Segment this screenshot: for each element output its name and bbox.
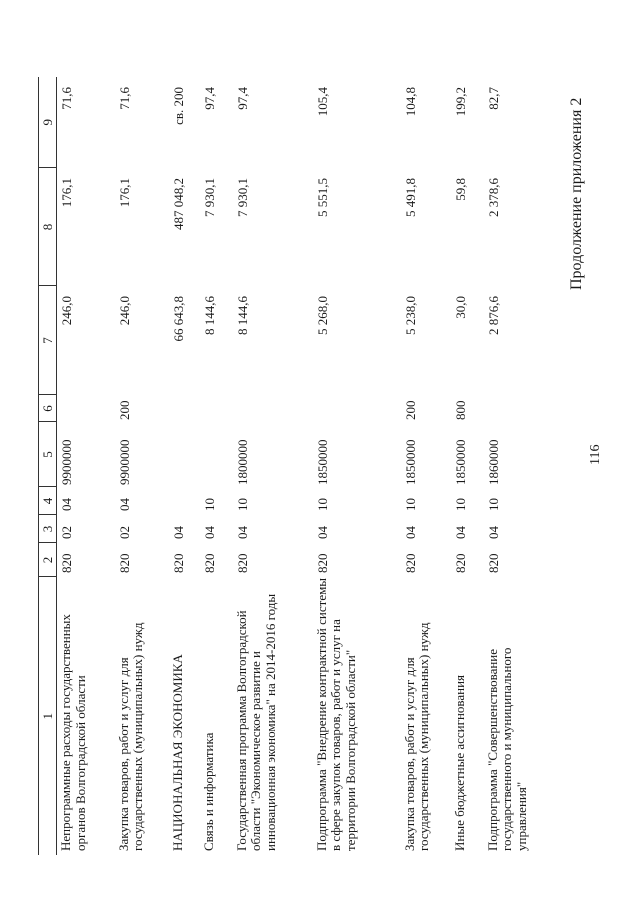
col-header-8: 8 [39,168,57,286]
cell-target-article [169,422,200,487]
cell-subsection: 10 [201,498,217,511]
cell-admin-code: 820 [314,553,330,573]
cell-admin-code: 820 [170,553,186,573]
cell-section: 04 [485,526,501,539]
row-name: Государственная программа Волгоградской области "Экономическое развитие и инновационная экономика" на 2014-2016 годы [233,593,278,851]
row-name: Подпрограмма "Внедрение контрактной системы в сфере закупок товаров, работ и услуг на территории Волгоградской области" [313,577,358,851]
row-name: Закупка товаров, работ и услуг для государственных (муниципальных) нужд [115,622,145,851]
cell-section: 04 [170,526,186,539]
col-header-4: 4 [39,487,57,515]
cell-target-article: 9900000 [59,439,74,485]
col-header-5: 5 [39,422,57,487]
cell-expense-type [233,395,313,422]
appendix-caption: Продолжение приложения 2 [568,97,585,290]
cell-expense-type [484,395,544,422]
cell-section: 04 [201,526,217,539]
cell-target-article [200,422,233,487]
table-row [233,77,313,855]
cell-target-article: 1850000 [314,439,330,485]
table-row [401,77,451,855]
cell-expense-type [200,395,233,422]
cell-section: 02 [116,526,132,539]
cell-expense-type: 800 [452,400,468,420]
cell-subsection: 04 [116,498,132,511]
cell-executed: 59,8 [452,178,468,201]
cell-subsection: 10 [485,498,501,511]
header-row [39,77,57,855]
cell-planned: 2 876,6 [485,296,501,335]
cell-percent: 82,7 [485,87,501,110]
cell-admin-code: 820 [452,553,468,573]
cell-executed: 5 491,8 [402,178,418,217]
col-header-3: 3 [39,515,57,543]
cell-subsection [169,487,200,515]
row-name: Непрограммные расходы государственных органов Волгоградской области [58,614,88,851]
cell-percent: 71,6 [59,87,74,110]
cell-planned: 8 144,6 [201,296,217,335]
cell-percent: 105,4 [314,87,330,117]
cell-admin-code: 820 [116,553,132,573]
cell-subsection: 04 [59,498,74,511]
cell-planned: 5 268,0 [314,296,330,335]
row-name: НАЦИОНАЛЬНАЯ ЭКОНОМИКА [169,654,185,851]
cell-executed: 2 378,6 [485,178,501,217]
cell-planned: 66 643,8 [170,296,186,342]
cell-section: 04 [452,526,468,539]
cell-expense-type [57,395,115,422]
col-header-1: 1 [39,577,57,855]
cell-target-article: 1860000 [485,439,501,485]
cell-percent: св. 200 [170,87,186,125]
cell-percent: 97,4 [234,87,250,110]
cell-admin-code: 820 [402,553,418,573]
cell-admin-code: 820 [234,553,250,573]
cell-executed: 176,1 [59,178,74,208]
budget-table [38,77,544,855]
cell-percent: 104,8 [402,87,418,117]
row-name: Подпрограмма "Совершенствование государственного и муниципального управления" [484,647,529,851]
cell-section: 04 [234,526,250,539]
cell-admin-code: 820 [201,553,217,573]
cell-percent: 97,4 [201,87,217,110]
cell-planned: 246,0 [116,296,132,326]
cell-expense-type: 200 [116,400,132,420]
cell-planned: 5 238,0 [402,296,418,335]
table-row [169,77,200,855]
cell-section: 04 [314,526,330,539]
cell-planned: 8 144,6 [234,296,250,335]
cell-percent: 199,2 [452,87,468,117]
cell-expense-type [313,395,401,422]
cell-subsection: 10 [402,498,418,511]
table-row [484,77,544,855]
col-header-6: 6 [39,395,57,422]
cell-admin-code: 820 [485,553,501,573]
col-header-7: 7 [39,286,57,395]
cell-expense-type: 200 [402,400,418,420]
table-row [57,77,115,855]
col-header-9: 9 [39,77,57,168]
cell-subsection: 10 [314,498,330,511]
page-number: 116 [588,444,603,465]
row-name: Связь и информатика [200,732,216,851]
cell-planned: 30,0 [452,296,468,319]
cell-subsection: 10 [452,498,468,511]
cell-expense-type [169,395,200,422]
table-row [451,77,484,855]
cell-executed: 7 930,1 [201,178,217,217]
cell-executed: 5 551,5 [314,178,330,217]
table-row [313,77,401,855]
cell-executed: 176,1 [116,178,132,208]
cell-executed: 7 930,1 [234,178,250,217]
cell-target-article: 9900000 [116,439,132,485]
cell-executed: 487 048,2 [170,178,186,230]
cell-planned: 246,0 [59,296,74,326]
table-row [115,77,169,855]
cell-percent: 71,6 [116,87,132,110]
cell-target-article: 1800000 [234,439,250,485]
table-row [200,77,233,855]
cell-section: 04 [402,526,418,539]
cell-subsection: 10 [234,498,250,511]
cell-target-article: 1850000 [452,439,468,485]
cell-section: 02 [59,526,74,539]
col-header-2: 2 [39,543,57,577]
row-name: Закупка товаров, работ и услуг для государственных (муниципальных) нужд [401,622,431,851]
row-name: Иные бюджетные ассигнования [451,674,467,851]
cell-admin-code: 820 [59,553,74,573]
cell-target-article: 1850000 [402,439,418,485]
